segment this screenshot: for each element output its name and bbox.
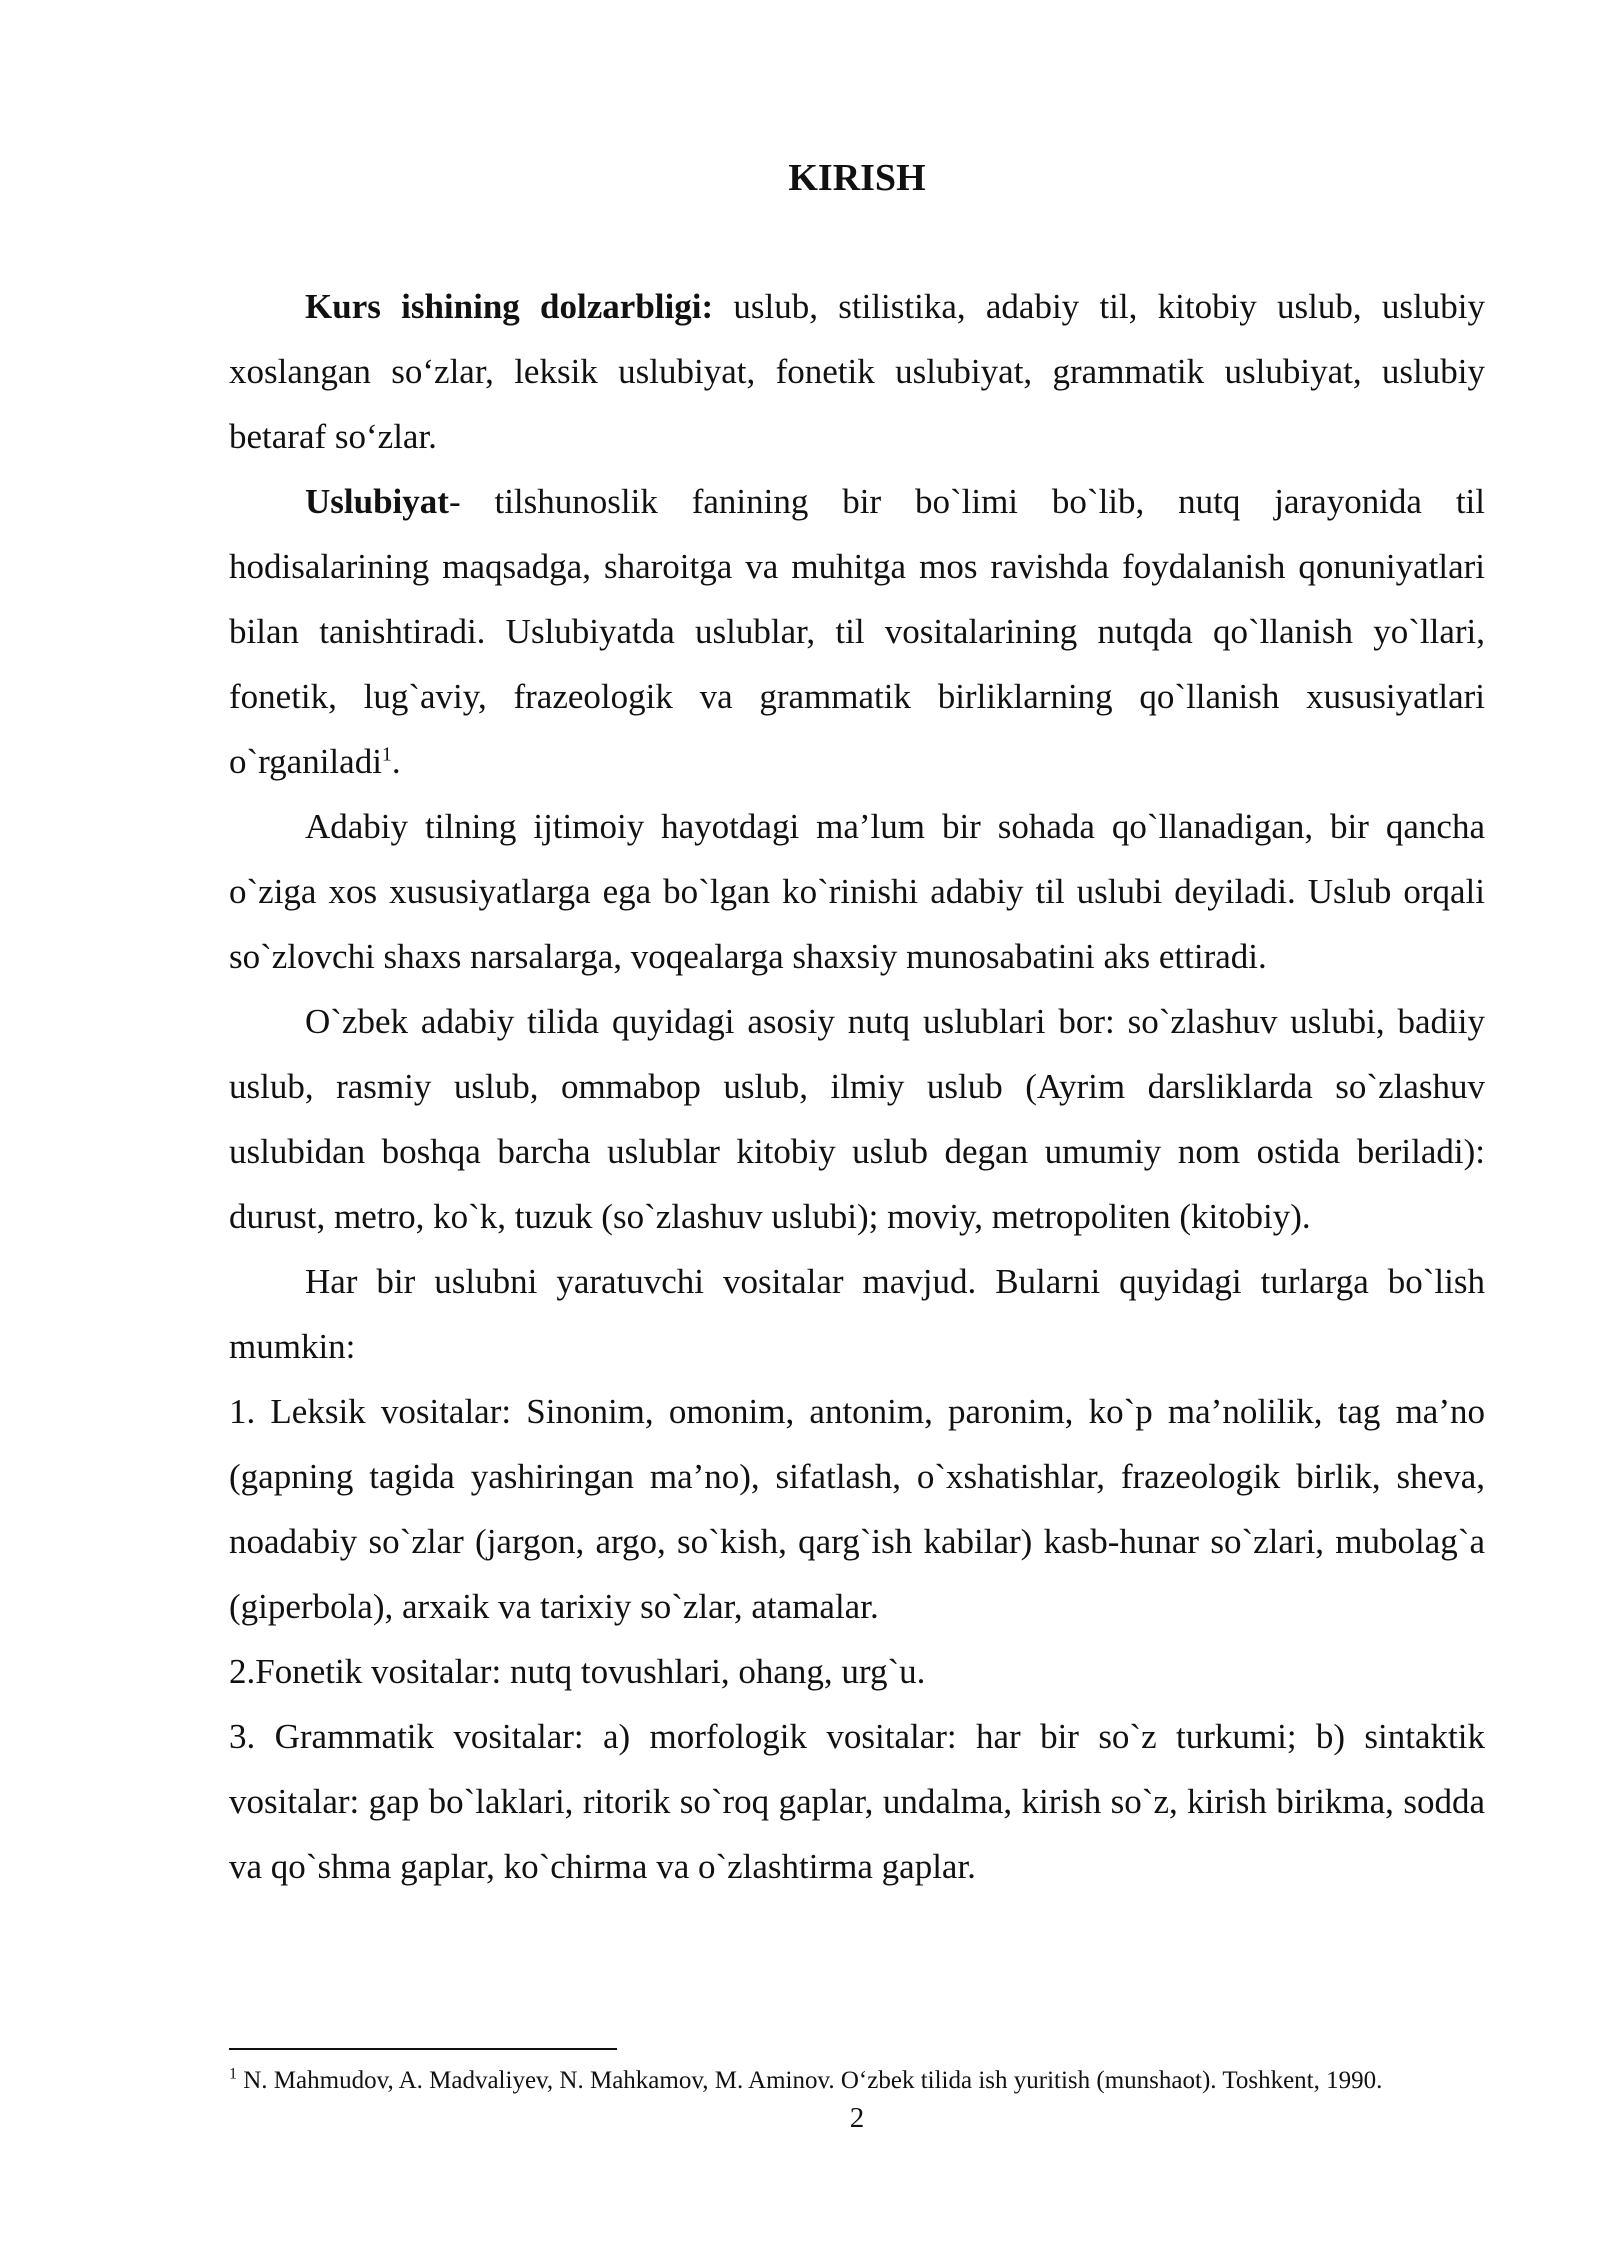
footnote-text: N. Mahmudov, A. Madvaliyev, N. Mahkamov, M. Aminov. O‘zbek tilida ish yuritish (munshaot). Toshkent, 1990.	[237, 2067, 1383, 2094]
paragraph-text-end: .	[391, 742, 401, 781]
paragraph-relevance	[229, 274, 1485, 469]
document-page	[229, 0, 1485, 2262]
list-item-lexical: 1. Leksik vositalar: Sinonim, omonim, antonim, paronim, ko`p ma’nolilik, tag ma’no (gapning tagida yashiringan ma’no), sifatlash, o`xshatishlar, frazeologik birlik, sheva, noadabiy so`zlar (jargon, argo, so`kish, qarg`ish kabilar) kasb-hunar so`zlari, mubolag`a (giperbola), arxaik va tarixiy so`zlar, atamalar.	[229, 1392, 1485, 1626]
page-number: 2	[849, 2102, 865, 2134]
paragraph-literary-style: Adabiy tilning ijtimoiy hayotdagi ma’lum bir sohada qo`llanadigan, bir qancha o`ziga xos xususiyatlarga ega bo`lgan ko`rinishi adabiy til uslubi deyiladi. Uslub orqali so`zlovchi shaxs narsalarga, voqealarga shaxsiy munosabatini aks ettiradi.	[229, 807, 1485, 976]
page-title: KIRISH	[788, 157, 926, 199]
list-item-phonetic: 2.Fonetik vositalar: nutq tovushlari, ohang, urg`u.	[229, 1652, 926, 1691]
paragraph-means: Har bir uslubni yaratuvchi vositalar mavjud. Bularni quyidagi turlarga bo`lish mumkin:	[229, 1262, 1485, 1366]
paragraph-lead-bold: Uslubiyat	[305, 482, 449, 521]
footnote-number: 1	[229, 2065, 237, 2083]
document-body	[229, 274, 1485, 1899]
footnote	[229, 2064, 1485, 2098]
footnote-reference[interactable]: 1	[381, 743, 392, 766]
paragraph-speech-styles: O`zbek adabiy tilida quyidagi asosiy nutq uslublari bor: so`zlashuv uslubi, badiiy uslub, rasmiy uslub, ommabop uslub, ilmiy uslub (Ayrim darsliklarda so`zlashuv uslubidan boshqa barcha uslublar kitobiy uslub degan umumiy nom ostida beriladi): durust, metro, ko`k, tuzuk (so`zlashuv uslubi); moviy, metropoliten (kitobiy).	[229, 1002, 1485, 1236]
paragraph-text: uslub, stilistika, adabiy til, kitobiy uslub, uslubiy xoslangan so‘zlar, leksik uslubiyat, fonetik uslubiyat, grammatik uslubiyat, uslubiy betaraf so‘zlar.	[229, 287, 1485, 456]
paragraph-text: - tilshunoslik fanining bir bo`limi bo`lib, nutq jarayonida til hodisalarining maqsadga, sharoitga va muhitga mos ravishda foydalanish qonuniyatlari bilan tanishtiradi. Uslubiyatda uslublar, til vositalarining nutqda qo`llanish yo`llari, fonetik, lug`aviy, frazeologik va grammatik birliklarning qo`llanish xususiyatlari o`rganiladi	[229, 482, 1485, 781]
footnote-separator	[229, 2048, 617, 2050]
list-item-grammatical: 3. Grammatik vositalar: a) morfologik vositalar: har bir so`z turkumi; b) sintaktik vositalar: gap bo`laklari, ritorik so`roq gaplar, undalma, kirish so`z, kirish birikma, sodda va qo`shma gaplar, ko`chirma va o`zlashtirma gaplar.	[229, 1717, 1485, 1886]
paragraph-definition	[229, 469, 1485, 794]
paragraph-lead-bold: Kurs ishining dolzarbligi:	[305, 287, 714, 326]
